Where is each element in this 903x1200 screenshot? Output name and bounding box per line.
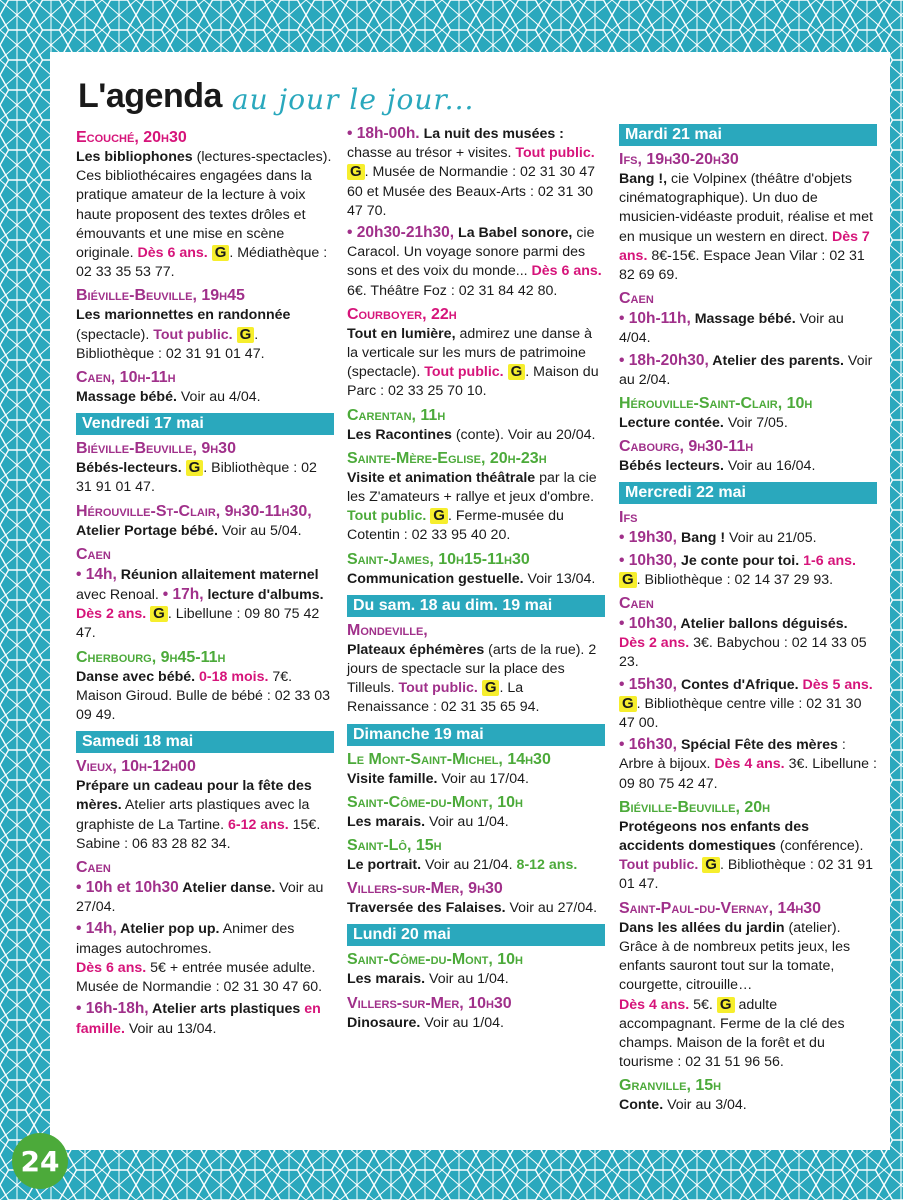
event-description: Les marais. Voir au 1/04.: [347, 971, 509, 988]
event-description: Dans les allées du jardin (atelier). Grâce à de nombreux petits jeux, les enfants sauront tout sur la tomate, courgette, citrouille… Dès 4 ans. 5€. G adulte accompagnant. Ferme de la clé des champs. Maison de la forêt et du tourisme : 02 31 51 96 56.: [619, 919, 851, 1071]
event-location: Caen: [76, 859, 111, 877]
event-description: • 10h et 10h30 Atelier danse. Voir au 27/04.: [76, 879, 324, 916]
event-description: • 15h30, Contes d'Afrique. Dès 5 ans. G . Bibliothèque centre ville : 02 31 30 47 00.: [619, 675, 873, 732]
event-description: • 10h-11h, Massage bébé. Voir au 4/04.: [619, 310, 844, 347]
event-location: Saint-Lô, 15h: [347, 837, 442, 855]
event-description: Plateaux éphémères (arts de la rue). 2 jours de spectacle sur la place des Tilleuls. Tout public. G . La Renaissance : 02 31 35 65 94.: [347, 641, 597, 716]
event-location: Ifs: [619, 509, 638, 527]
event-description: Visite et animation théâtrale par la cie les Z'amateurs + rallye et jeux d'ombre. Tout public. G . Ferme-musée du Cotentin : 02 33 95 40 20.: [347, 469, 597, 544]
event-description: Les bibliophones (lectures-spectacles). Ces bibliothécaires engagées dans la pratique amateur de la lecture à voix haute proposent des textes drôles et émouvants et une mise en scène originale. Dès 6 ans. G . Médiathèque : 02 33 35 53 77.: [76, 149, 332, 281]
event-location: Ecouché, 20h30: [76, 129, 187, 146]
event-location: Saint-Paul-du-Vernay, 14h30: [619, 899, 822, 917]
day-header: Mercredi 22 mai: [619, 482, 877, 504]
free-badge: G: [237, 327, 255, 343]
event-location: Carentan, 11h: [347, 406, 446, 424]
event-description: • 14h, Atelier pop up. Animer des images autochromes. Dès 6 ans. 5€ + entrée musée adulte. Musée de Normandie : 02 31 30 47 60.: [76, 920, 323, 996]
free-badge: G: [347, 164, 365, 180]
event-description: • 14h, Réunion allaitement maternel avec Renoal. • 17h, lecture d'albums. Dès 2 ans. G . Libellune : 09 80 75 42 47.: [76, 565, 324, 642]
event-description: Prépare un cadeau pour la fête des mères. Atelier arts plastiques avec la graphiste de La Tartine. 6-12 ans. 15€. Sabine : 06 83 28 82 34.: [76, 778, 321, 852]
event-location: Le Mont-Saint-Michel, 14h30: [347, 750, 551, 768]
event-location: Hérouville-St-Clair, 9h30-11h30,: [76, 502, 312, 520]
event-description: Bang !, cie Volpinex (théâtre d'objets cinématographique). Un duo de musicien-vidéaste produit, réalise et met en musique un western en direct. Dès 7 ans. 8€-15€. Espace Jean Vilar : 02 31 82 69 69.: [619, 171, 873, 284]
event-location: Cabourg, 9h30-11h: [619, 438, 754, 456]
event-location: Saint-Côme-du-Mont, 10h: [347, 951, 523, 969]
page-title: L'agenda: [78, 77, 222, 115]
event-description: • 16h-18h, Atelier arts plastiques en famille. Voir au 13/04.: [76, 1000, 321, 1037]
day-header: Lundi 20 mai: [347, 924, 605, 946]
event-description: Les marais. Voir au 1/04.: [347, 813, 509, 830]
event-description: • 20h30-21h30, La Babel sonore, cie Caracol. Un voyage sonore parmi des sons et des voix du monde... Dès 6 ans. 6€. Théâtre Foz : 02 31 84 42 80.: [347, 224, 602, 299]
event-location: Courboyer, 22h: [347, 305, 457, 323]
event-location: Caen: [619, 290, 654, 308]
event-location: Saint-James, 10h15-11h30: [347, 550, 530, 568]
event-description: Communication gestuelle. Voir 13/04.: [347, 570, 596, 587]
day-header: Dimanche 19 mai: [347, 724, 605, 746]
event-location: Caen: [619, 595, 654, 613]
event-location: Biéville-Beuville, 20h: [619, 798, 771, 816]
column-3: [619, 124, 877, 1116]
day-header: Vendredi 17 mai: [76, 413, 334, 435]
event-location: Caen: [76, 545, 111, 563]
event-description: • 19h30, Bang ! Voir au 21/05.: [619, 529, 817, 547]
event-location: Granville, 15h: [619, 1077, 722, 1095]
event-location: Villers-sur-Mer, 9h30: [347, 880, 503, 898]
event-description: Atelier Portage bébé. Voir au 5/04.: [76, 522, 302, 539]
column-2: [347, 124, 605, 1033]
event-description: Bébés lecteurs. Voir au 16/04.: [619, 458, 816, 475]
event-description: Le portrait. Voir au 21/04. 8-12 ans.: [347, 857, 578, 874]
free-badge: G: [186, 460, 204, 476]
event-description: • 18h-20h30, Atelier des parents. Voir au 2/04.: [619, 351, 873, 388]
event-location: Vieux, 10h-12h00: [76, 758, 196, 776]
event-location: Hérouville-Saint-Clair, 10h: [619, 395, 813, 413]
event-description: Les Racontines (conte). Voir au 20/04.: [347, 426, 596, 443]
event-location: Sainte-Mère-Eglise, 20h-23h: [347, 449, 547, 467]
event-description: Massage bébé. Voir au 4/04.: [76, 389, 261, 406]
event-description: • 18h-00h. La nuit des musées : chasse au trésor + visites. Tout public. G . Musée de Normandie : 02 31 30 47 60 et Musée des Beaux-Arts : 02 31 30 47 70.: [347, 125, 595, 219]
page-number-badge: [12, 1133, 68, 1189]
page-subtitle: au jour le jour...: [231, 83, 475, 116]
event-description: Visite famille. Voir au 17/04.: [347, 770, 529, 787]
free-badge: G: [717, 997, 735, 1013]
free-badge: G: [430, 508, 448, 524]
event-description: Dinosaure. Voir au 1/04.: [347, 1014, 504, 1031]
event-location: Cherbourg, 9h45-11h: [76, 648, 226, 666]
event-description: Protégeons nos enfants des accidents domestiques (conférence). Tout public. G . Bibliothèque : 02 31 91 01 47.: [619, 818, 873, 893]
event-description: Conte. Voir au 3/04.: [619, 1097, 747, 1114]
event-description: Traversée des Falaises. Voir au 27/04.: [347, 900, 598, 917]
event-location: Biéville-Beuville, 9h30: [76, 440, 236, 458]
free-badge: G: [508, 364, 526, 380]
event-location: Mondeville,: [347, 621, 428, 639]
day-header: Du sam. 18 au dim. 19 mai: [347, 595, 605, 617]
event-description: Danse avec bébé. 0-18 mois. 7€. Maison Giroud. Bulle de bébé : 02 33 03 09 49.: [76, 668, 330, 724]
day-header: Mardi 21 mai: [619, 124, 877, 146]
free-badge: G: [619, 572, 637, 588]
free-badge: G: [702, 857, 720, 873]
event-description: Lecture contée. Voir 7/05.: [619, 415, 788, 432]
header: [78, 66, 474, 116]
day-header: Samedi 18 mai: [76, 731, 334, 753]
event-description: • 16h30, Spécial Fête des mères : Arbre à bijoux. Dès 4 ans. 3€. Libellune : 09 80 75 42 47.: [619, 736, 877, 792]
free-badge: G: [212, 245, 230, 261]
event-location: Biéville-Beuville, 19h45: [76, 287, 245, 305]
free-badge: G: [482, 680, 500, 696]
page-number: 24: [20, 1144, 60, 1178]
free-badge: G: [150, 606, 168, 622]
event-location: Saint-Côme-du-Mont, 10h: [347, 793, 523, 811]
column-1: [76, 124, 334, 1039]
event-description: • 10h30, Je conte pour toi. 1-6 ans. G . Bibliothèque : 02 14 37 29 93.: [619, 551, 856, 588]
event-location: Ifs, 19h30-20h30: [619, 151, 739, 168]
event-location: Villers-sur-Mer, 10h30: [347, 994, 512, 1012]
event-location: Caen, 10h-11h: [76, 369, 176, 387]
event-description: Tout en lumière, admirez une danse à la verticale sur les murs de patrimoine (spectacle). Tout public. G . Maison du Parc : 02 33 25 70 10.: [347, 325, 599, 400]
free-badge: G: [619, 696, 637, 712]
event-description: Bébés-lecteurs. G . Bibliothèque : 02 31 91 01 47.: [76, 459, 317, 496]
event-description: • 10h30, Atelier ballons déguisés. Dès 2 ans. 3€. Babychou : 02 14 33 05 23.: [619, 615, 867, 671]
event-description: Les marionnettes en randonnée (spectacle). Tout public. G . Bibliothèque : 02 31 91 01 47.: [76, 307, 291, 362]
